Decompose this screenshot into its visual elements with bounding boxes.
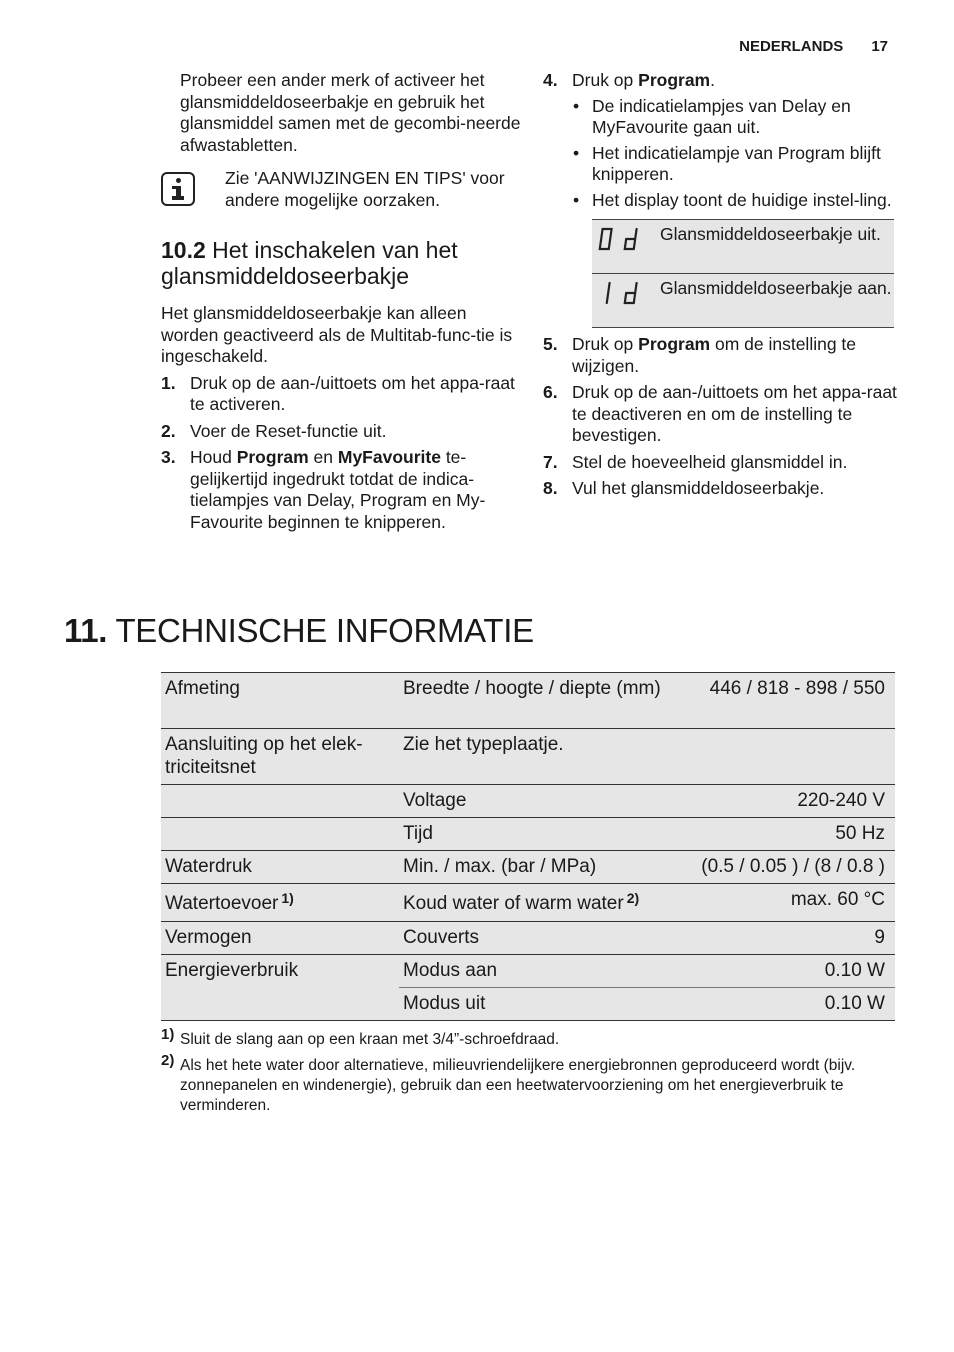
step-text: Stel de hoeveelheid glansmiddel in. <box>572 451 848 472</box>
table-cell: Voltage <box>399 785 693 818</box>
info-icon <box>161 172 195 206</box>
table-cell: max. 60 °C <box>693 884 895 922</box>
table-row <box>161 818 895 851</box>
table-cell: Tijd <box>399 818 693 851</box>
page-number: 17 <box>871 38 888 55</box>
info-note <box>161 168 521 211</box>
bullet-item: • Het display toont de huidige instel-ling. <box>573 189 892 210</box>
step-number: 8. <box>543 478 558 498</box>
step-item <box>543 70 898 92</box>
display-text: Glansmiddeldoseerbakje uit. <box>660 224 881 244</box>
step-item <box>543 334 898 377</box>
display-text: Glansmiddeldoseerbakje aan. <box>660 278 892 298</box>
step-number: 3. <box>161 447 176 467</box>
intro-paragraph: Probeer een ander merk of activeer het glansmiddeldoseerbakje en gebruik het glansmiddel samen met de gecombi-neerde afwastabletten. <box>180 70 521 155</box>
technical-info-table <box>161 672 895 1021</box>
step-number: 6. <box>543 382 558 402</box>
table-row <box>161 851 895 884</box>
step-item <box>161 373 521 416</box>
step-number: 4. <box>543 70 558 90</box>
footnote-text: Als het hete water door alternatieve, milieuvriendelijkere energiebronnen geproduceerd wordt (bijv. zonnepanelen en windenergie), gebruik dan een heetwatervoorziening om het energieverbruik te verminderen. <box>180 1057 856 1114</box>
table-cell: 9 <box>693 922 895 955</box>
step-number: 2. <box>161 420 176 441</box>
footnote-number: 2) <box>161 1052 175 1069</box>
section-title: Het inschakelen van het glansmiddeldoseerbakje <box>161 237 458 289</box>
table-cell: 446 / 818 - 898 / 550 <box>693 673 895 729</box>
step-number: 7. <box>543 451 558 472</box>
footnote-text: Sluit de slang aan op een kraan met 3/4”-schroefdraad. <box>180 1031 560 1048</box>
steps-list-right-continued <box>543 334 898 500</box>
table-cell: Aansluiting op het elek-triciteitsnet <box>161 729 399 785</box>
display-code-0d <box>592 224 660 269</box>
table-cell: Modus aan <box>399 955 693 988</box>
step-number: 5. <box>543 334 558 354</box>
steps-list-left <box>161 373 521 534</box>
steps-list-right <box>543 70 898 92</box>
step-text: Voer de Reset-functie uit. <box>190 420 387 441</box>
step-text: Druk op de aan-/uittoets om het appa-raat te deactiveren en om de instelling te bevestigen. <box>572 382 897 445</box>
right-column <box>543 70 898 500</box>
table-cell <box>161 818 399 851</box>
table-row <box>161 673 895 729</box>
display-row <box>592 220 894 274</box>
table-cell: Couverts <box>399 922 693 955</box>
footnote-ref: 1) <box>281 890 294 906</box>
table-cell: 0.10 W <box>693 955 895 988</box>
table-cell: Vermogen <box>161 922 399 955</box>
table-cell: Energieverbruik <box>161 955 399 1021</box>
footnote-number: 1) <box>161 1026 175 1043</box>
table-cell: (0.5 / 0.05 ) / (8 / 0.8 ) <box>693 851 895 884</box>
step-item <box>161 421 521 443</box>
step-item <box>543 452 898 474</box>
table-row <box>161 884 895 922</box>
table-cell: Min. / max. (bar / MPa) <box>399 851 693 884</box>
seven-segment-1d-icon <box>598 280 642 306</box>
header-language: NEDERLANDS <box>739 38 844 55</box>
left-column <box>161 70 521 533</box>
step-number: 1. <box>161 372 176 393</box>
section-number: 10.2 <box>161 237 206 263</box>
bullet-item: • Het indicatielampje van Program blijft knipperen. <box>573 142 881 184</box>
display-code-1d <box>592 278 660 323</box>
table-row <box>161 785 895 818</box>
table-cell: Waterdruk <box>161 851 399 884</box>
step-text: Houd Program en MyFavourite te-gelijkertijd ingedrukt totdat de indica-tielampjes van Delay, Program en My-Favourite beginnen te knipperen. <box>190 447 486 532</box>
step-text: Druk op Program om de instelling te wijzigen. <box>572 334 857 376</box>
step-text: Vul het glansmiddeldoseerbakje. <box>572 478 825 498</box>
note-text: Zie 'AANWIJZINGEN EN TIPS' voor andere mogelijke oorzaken. <box>225 168 505 210</box>
table-cell <box>161 785 399 818</box>
table-cell: Breedte / hoogte / diepte (mm) <box>399 673 693 729</box>
page-header <box>739 38 888 55</box>
table-row <box>161 729 895 785</box>
step-text: Druk op Program. <box>572 70 715 90</box>
step-item <box>543 478 898 500</box>
chapter-heading <box>64 612 534 650</box>
display-row <box>592 274 894 328</box>
chapter-title: TECHNISCHE INFORMATIE <box>115 612 534 649</box>
table-row <box>161 955 895 988</box>
footnote <box>161 1052 891 1116</box>
section-heading <box>161 237 521 289</box>
table-cell: Watertoevoer $^{1)}$ <box>161 884 399 922</box>
bullet-list <box>543 96 898 212</box>
table-cell: 50 Hz <box>693 818 895 851</box>
table-row <box>161 922 895 955</box>
table-cell: Modus uit <box>399 988 693 1021</box>
chapter-number: 11. <box>64 612 108 649</box>
step-text: Druk op de aan-/uittoets om het appa-raat te activeren. <box>190 372 515 414</box>
display-code-table <box>592 219 894 328</box>
table-cell: Zie het typeplaatje. <box>399 729 895 785</box>
table-cell: Afmeting <box>161 673 399 729</box>
step-item <box>543 382 898 447</box>
seven-segment-0d-icon <box>598 226 642 252</box>
footnote <box>161 1026 891 1050</box>
table-cell: 220-240 V <box>693 785 895 818</box>
table-cell: 0.10 W <box>693 988 895 1021</box>
bullet-item: • De indicatielampjes van Delay en MyFavourite gaan uit. <box>573 95 851 137</box>
step-item <box>161 447 521 533</box>
section-intro: Het glansmiddeldoseerbakje kan alleen worden geactiveerd als de Multitab-func-tie is ingeschakeld. <box>161 303 513 366</box>
table-cell: Koud water of warm water $^{2)}$ <box>399 884 693 922</box>
footnote-ref: 2) <box>626 890 640 906</box>
